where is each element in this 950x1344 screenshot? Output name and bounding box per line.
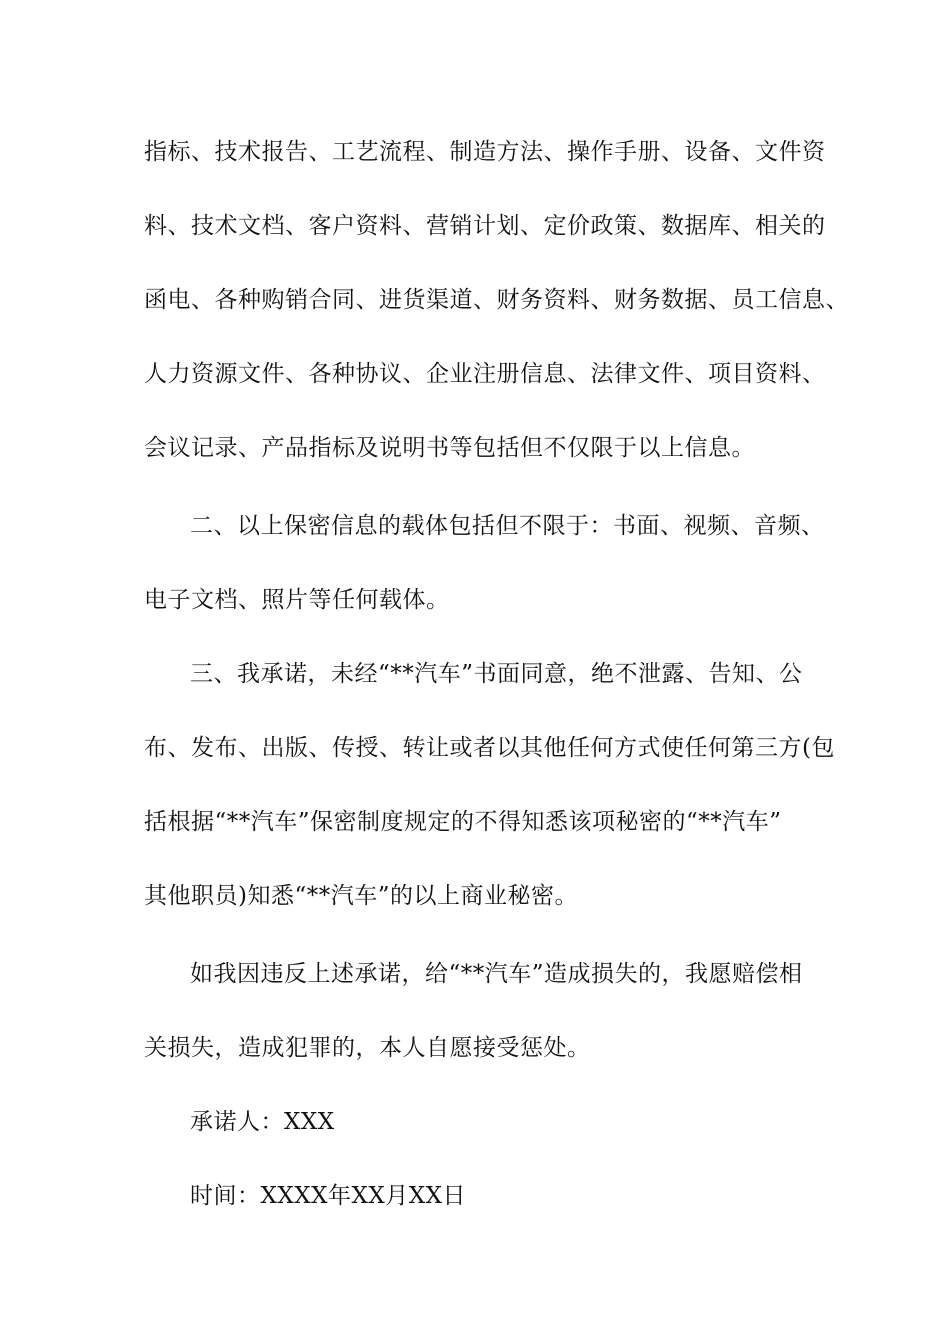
paragraph-line: 会议记录、产品指标及说明书等包括但不仅限于以上信息。 xyxy=(144,435,755,461)
promisor-line: 承诺人：XXX xyxy=(190,1109,335,1135)
paragraph-line: 如我因违反上述承诺，给“**汽车”造成损失的，我愿赔偿相 xyxy=(190,961,803,987)
paragraph-line: 关损失，造成犯罪的，本人自愿接受惩处。 xyxy=(144,1035,591,1061)
paragraph-line: 括根据“**汽车”保密制度规定的不得知悉该项秘密的“**汽车” xyxy=(144,809,782,835)
paragraph-line: 三、我承诺，未经“**汽车”书面同意，绝不泄露、告知、公 xyxy=(190,661,803,687)
paragraph-line: 布、发布、出版、传授、转让或者以其他任何方式使任何第三方(包 xyxy=(144,735,835,761)
paragraph-line: 人力资源文件、各种协议、企业注册信息、法律文件、项目资料、 xyxy=(144,361,826,387)
paragraph-line: 函电、各种购销合同、进货渠道、财务资料、财务数据、员工信息、 xyxy=(144,287,849,313)
paragraph-line: 料、技术文档、客户资料、营销计划、定价政策、数据库、相关的 xyxy=(144,213,826,239)
paragraph-line: 其他职员)知悉“**汽车”的以上商业秘密。 xyxy=(144,883,578,909)
paragraph-line: 指标、技术报告、工艺流程、制造方法、操作手册、设备、文件资 xyxy=(144,139,826,165)
paragraph-line: 电子文档、照片等任何载体。 xyxy=(144,587,450,613)
paragraph-line: 二、以上保密信息的载体包括但不限于：书面、视频、音频、 xyxy=(190,513,825,539)
date-line: 时间：XXXX年XX月XX日 xyxy=(190,1183,466,1209)
